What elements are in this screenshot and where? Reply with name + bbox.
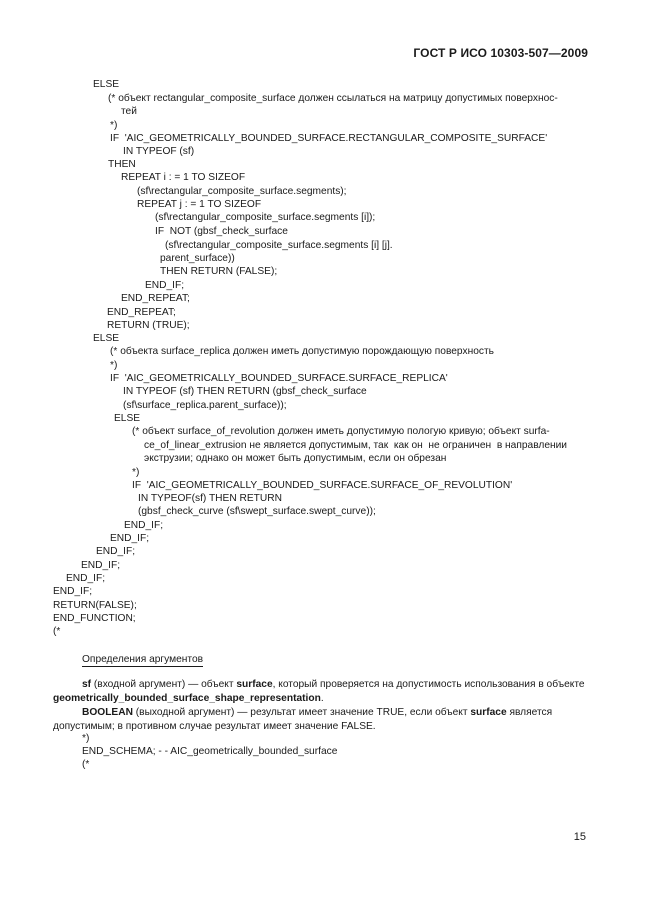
- document-header: ГОСТ Р ИСО 10303-507—2009: [413, 46, 588, 60]
- code-line: IF 'AIC_GEOMETRICALLY_BOUNDED_SURFACE.SURFACE_REPLICA': [110, 373, 448, 384]
- code-line: (sf\rectangular_composite_surface.segments [i]);: [155, 212, 376, 223]
- argument-sf: [53, 678, 591, 705]
- code-line: *): [82, 733, 90, 744]
- code-line: ELSE: [93, 79, 120, 90]
- arg-term: surface: [236, 679, 273, 690]
- section-heading: [82, 654, 203, 665]
- code-line: END_SCHEMA; - - AIC_geometrically_bounded_surface: [82, 746, 338, 757]
- code-line: *): [132, 467, 140, 478]
- code-line: REPEAT i : = 1 TO SIZEOF: [121, 172, 246, 183]
- arg-text: .: [320, 692, 324, 704]
- code-line: IF 'AIC_GEOMETRICALLY_BOUNDED_SURFACE.SURFACE_OF_REVOLUTION': [132, 480, 513, 491]
- code-line: (* объект rectangular_composite_surface должен ссылаться на матрицу допустимых поверхнос-: [108, 93, 558, 104]
- arg-term: surface: [470, 707, 507, 718]
- code-line: END_IF;: [110, 533, 150, 544]
- code-line: ELSE: [114, 413, 141, 424]
- code-line: IN TYPEOF (sf): [123, 146, 195, 157]
- code-line: экструзии; однако он может быть допустимым, если он обрезан: [144, 453, 447, 464]
- code-line: THEN RETURN (FALSE);: [160, 266, 278, 277]
- code-line: END_IF;: [96, 546, 136, 557]
- code-line: (gbsf_check_curve (sf\swept_surface.swept_curve));: [138, 506, 376, 517]
- code-line: тей: [121, 106, 137, 117]
- code-line: (*: [53, 626, 61, 637]
- arg-text: является допустимым; в противном случае результат имеет значение FALSE.: [53, 707, 553, 732]
- arg-term: geometrically_bounded_surface_shape_representation: [53, 692, 321, 704]
- code-line: (sf\rectangular_composite_surface.segments);: [137, 186, 347, 197]
- code-line: (* объект surface_of_revolution должен иметь допустимую пологую кривую; объект surfa-: [132, 426, 550, 437]
- code-line: END_IF;: [124, 520, 164, 531]
- section-title: Определения аргументов: [82, 654, 204, 665]
- arg-term: BOOLEAN: [82, 707, 133, 718]
- code-line: THEN: [108, 159, 136, 170]
- code-line: ce_of_linear_extrusion не является допустимым, так как он не ограничен в направлении: [144, 440, 567, 451]
- page-number: 15: [573, 831, 586, 843]
- code-line: *): [110, 360, 118, 371]
- arg-text: (выходной аргумент) — результат имеет значение TRUE, если объект: [132, 707, 471, 718]
- code-line: *): [110, 120, 118, 131]
- code-line: (* объекта surface_replica должен иметь допустимую порождающую поверхность: [110, 346, 494, 357]
- code-line: IN TYPEOF (sf) THEN RETURN (gbsf_check_surface: [123, 386, 367, 397]
- code-line: (sf\surface_replica.parent_surface));: [123, 400, 287, 411]
- code-line: REPEAT j : = 1 TO SIZEOF: [137, 199, 262, 210]
- code-line: (sf\rectangular_composite_surface.segments [i] [j].: [165, 240, 393, 251]
- code-line: IF 'AIC_GEOMETRICALLY_BOUNDED_SURFACE.RECTANGULAR_COMPOSITE_SURFACE': [110, 133, 548, 144]
- code-line: END_IF;: [66, 573, 106, 584]
- code-line: END_FUNCTION;: [53, 613, 136, 624]
- code-line: END_REPEAT;: [121, 293, 190, 304]
- code-line: parent_surface)): [160, 253, 235, 264]
- code-line: END_IF;: [145, 280, 185, 291]
- argument-boolean: [53, 706, 591, 733]
- code-line: END_IF;: [53, 586, 93, 597]
- arg-text: (входной аргумент) — объект: [91, 679, 237, 690]
- code-line: IF NOT (gbsf_check_surface: [155, 226, 288, 237]
- code-line: RETURN (TRUE);: [107, 320, 190, 331]
- arg-term: sf: [82, 679, 92, 690]
- code-line: END_IF;: [81, 560, 121, 571]
- code-line: END_REPEAT;: [107, 307, 176, 318]
- arg-text: , который проверяется на допустимость использования в объекте: [272, 679, 585, 690]
- code-line: ELSE: [93, 333, 120, 344]
- code-line: RETURN(FALSE);: [53, 600, 137, 611]
- code-line: IN TYPEOF(sf) THEN RETURN: [138, 493, 282, 504]
- code-line: (*: [82, 759, 90, 770]
